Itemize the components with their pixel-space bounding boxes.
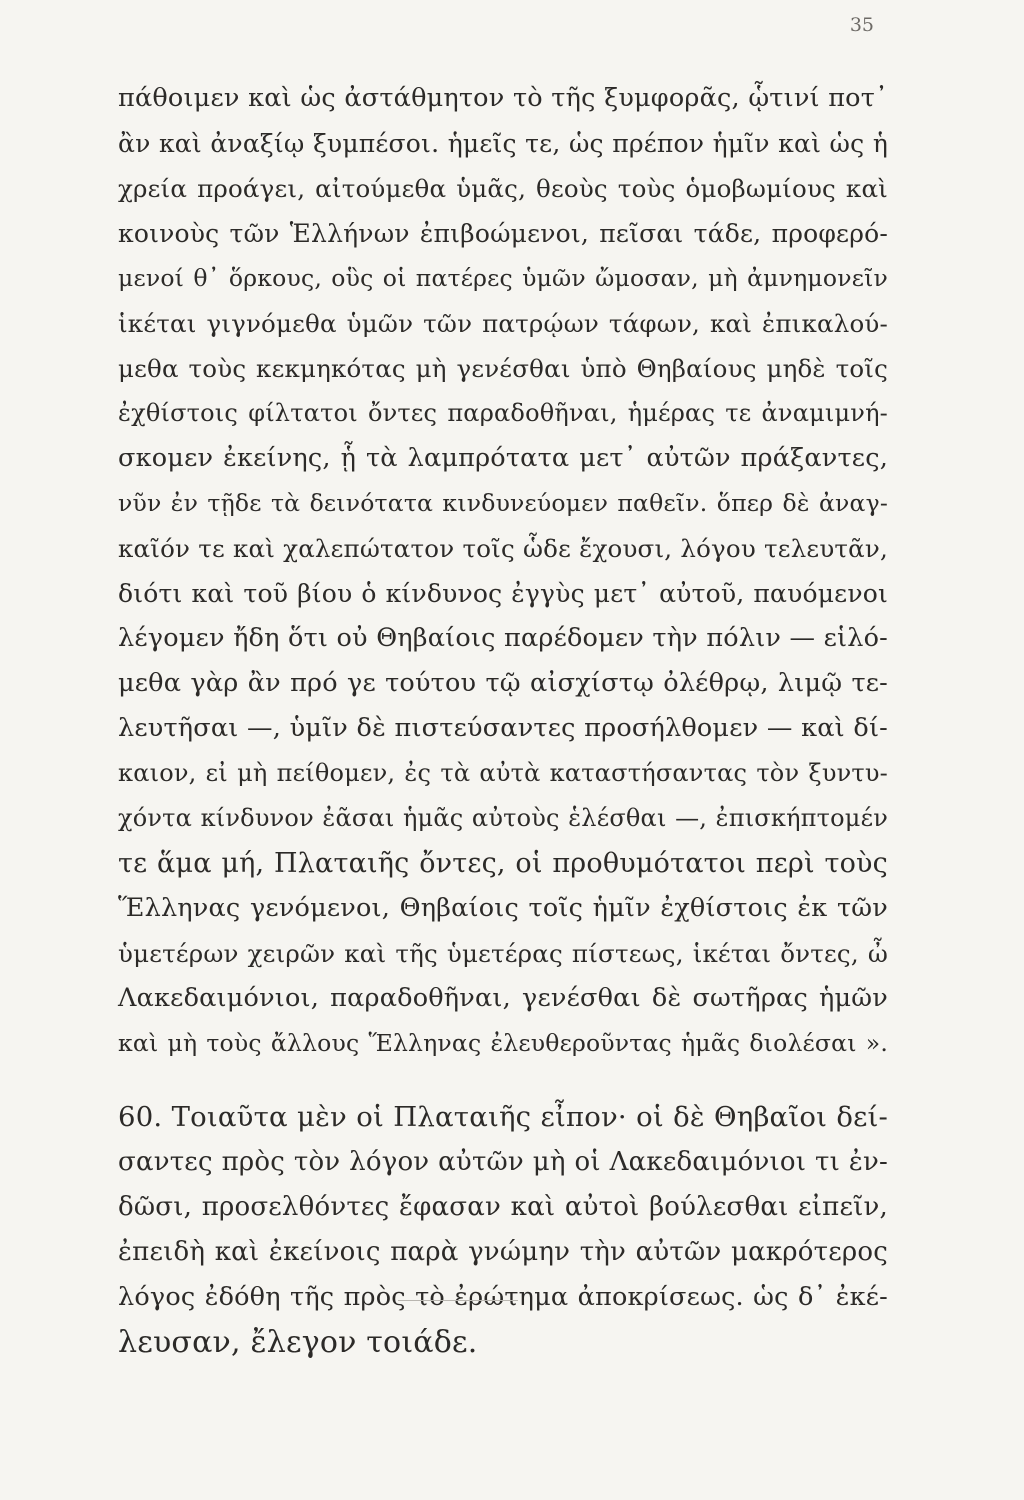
text-line: χρεία προάγει, αἰτούμεθα ὑμᾶς, θεοὺς τοὺς ὁμοβωμίους καὶ: [118, 174, 888, 203]
text-line: καὶ μὴ τοὺς ἄλλους Ἕλληνας ἐλευθεροῦντας ἡμᾶς διολέσαι ».: [118, 1029, 888, 1057]
text-line: ἐπειδὴ καὶ ἐκείνοις παρὰ γνώμην τὴν αὐτῶν μακρότερος: [118, 1237, 888, 1267]
text-line: μεθα γὰρ ἂν πρό γε τούτου τῷ αἰσχίστῳ ὀλέθρῳ, λιμῷ τε-: [118, 668, 888, 698]
text-line: λέγομεν ἤδη ὅτι οὐ Θηβαίοις παρέδομεν τὴν πόλιν — εἱλό-: [118, 623, 888, 653]
text-line: σκομεν ἐκείνης, ᾗ τὰ λαμπρότατα μετ᾽ αὐτῶν πράξαντες,: [118, 443, 888, 473]
text-line: Ἕλληνας γενόμενοι, Θηβαίοις τοῖς ἡμῖν ἐχθίστοις ἐκ τῶν: [118, 893, 888, 923]
text-line: μεθα τοὺς κεκμηκότας μὴ γενέσθαι ὑπὸ Θηβαίους μηδὲ τοῖς: [118, 354, 888, 383]
paragraph-section-60: [118, 1095, 888, 1365]
text-line: λευτῆσαι —, ὑμῖν δὲ πιστεύσαντες προσήλθομεν — καὶ δί-: [118, 713, 888, 743]
body-text: [118, 76, 888, 1365]
page-number: 35: [849, 14, 874, 36]
text-line: τε ἅμα μή, Πλαταιῆς ὄντες, οἱ προθυμότατοι περὶ τοὺς: [118, 848, 888, 879]
text-line: νῦν ἐν τῇδε τὰ δεινότατα κινδυνεύομεν παθεῖν. ὅπερ δὲ ἀναγ-: [118, 489, 888, 517]
text-line: πάθοιμεν καὶ ὡς ἀστάθμητον τὸ τῆς ξυμφορᾶς, ᾧτινί ποτ᾽: [118, 83, 888, 113]
text-line: διότι καὶ τοῦ βίου ὁ κίνδυνος ἐγγὺς μετ᾽ αὐτοῦ, παυόμενοι: [118, 579, 888, 608]
text-line: ἱκέται γιγνόμεθα ὑμῶν τῶν πατρῴων τάφων, καὶ ἐπικαλού-: [118, 309, 888, 338]
text-line: καῖόν τε καὶ χαλεπώτατον τοῖς ὧδε ἔχουσι, λόγου τελευτᾶν,: [118, 534, 888, 563]
paragraph-gap: [118, 1066, 888, 1095]
text-line: κοινοὺς τῶν Ἑλλήνων ἐπιβοώμενοι, πεῖσαι τάδε, προφερό-: [118, 219, 888, 248]
text-line: δῶσι, προσελθόντες ἔφασαν καὶ αὐτοὶ βούλεσθαι εἰπεῖν,: [118, 1192, 888, 1222]
text-line: ἂν καὶ ἀναξίῳ ξυμπέσοι. ἡμεῖς τε, ὡς πρέπον ἡμῖν καὶ ὡς ἡ: [118, 129, 888, 158]
text-line: 60. Τοιαῦτα μὲν οἱ Πλαταιῆς εἶπον· οἱ δὲ Θηβαῖοι δεί-: [118, 1101, 888, 1133]
text-line: σαντες πρὸς τὸν λόγον αὐτῶν μὴ οἱ Λακεδαιμόνιοι τι ἐν-: [118, 1147, 888, 1177]
text-line: Λακεδαιμόνιοι, παραδοθῆναι, γενέσθαι δὲ σωτῆρας ἡμῶν: [118, 983, 888, 1013]
end-rule: [398, 1300, 518, 1301]
text-line: χόντα κίνδυνον ἐᾶσαι ἡμᾶς αὐτοὺς ἑλέσθαι —, ἐπισκήπτομέν: [118, 804, 888, 832]
paragraph-speech-ending: [118, 76, 888, 1066]
text-line: μενοί θ᾽ ὅρκους, οὓς οἱ πατέρες ὑμῶν ὤμοσαν, μὴ ἀμνημονεῖν: [118, 264, 888, 292]
text-line: ἐχθίστοις φίλτατοι ὄντες παραδοθῆναι, ἡμέρας τε ἀναμιμνή-: [118, 399, 888, 427]
text-line: λευσαν, ἔλεγον τοιάδε.: [118, 1325, 478, 1360]
text-line: λόγος ἐδόθη τῆς πρὸς τὸ ἐρώτημα ἀποκρίσεως. ὡς δ᾽ ἐκέ-: [118, 1282, 888, 1312]
text-line: καιον, εἰ μὴ πείθομεν, ἐς τὰ αὐτὰ καταστήσαντας τὸν ξυντυ-: [118, 759, 888, 787]
text-line: ὑμετέρων χειρῶν καὶ τῆς ὑμετέρας πίστεως, ἱκέται ὄντες, ὦ: [118, 939, 888, 968]
